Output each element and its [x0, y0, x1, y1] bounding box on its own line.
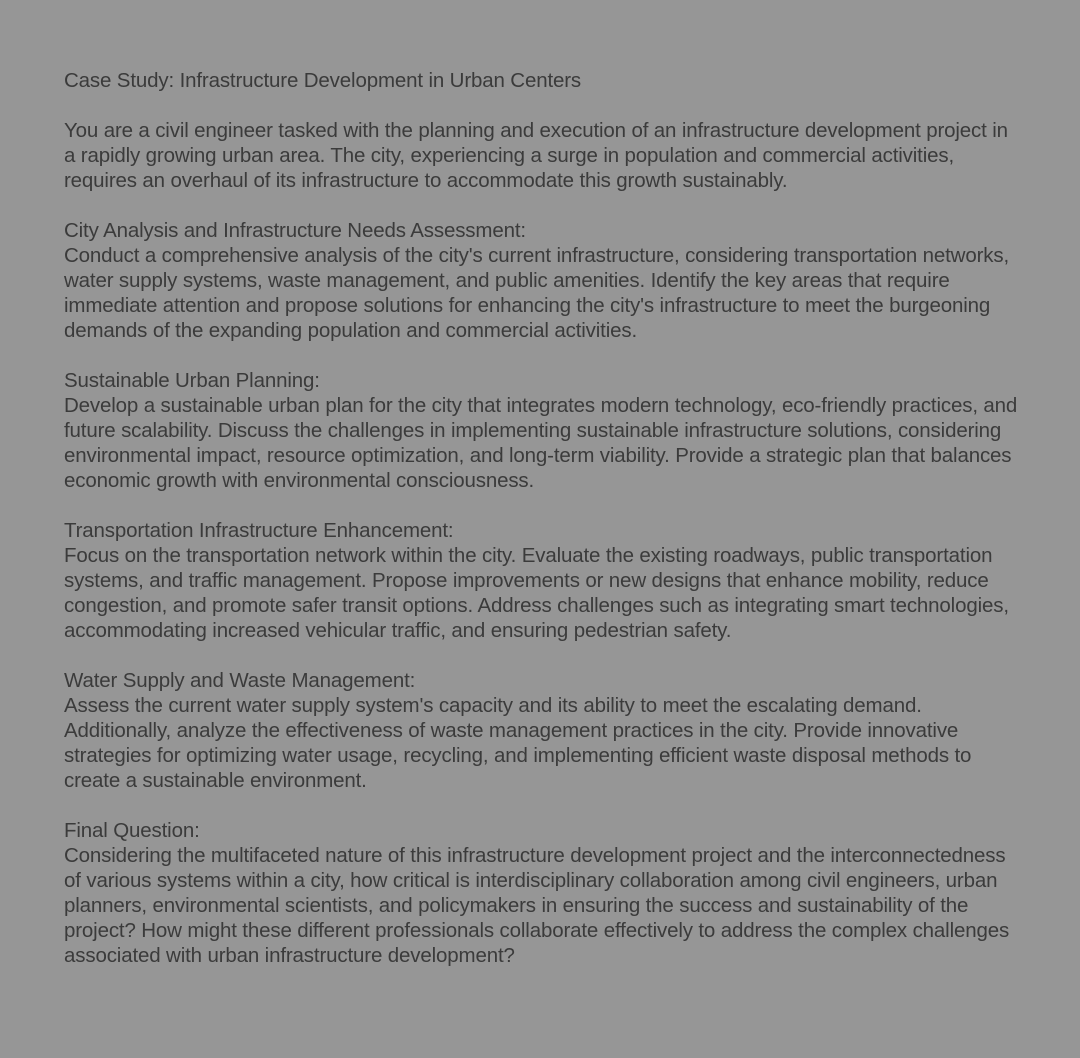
section-body: Focus on the transportation network within the city. Evaluate the existing roadways, public transportation systems, and traffic management. Propose improvements or new designs that enhance mobility, reduce congestion, and promote safer transit options. Address challenges such as integrating smart technologies, accommodating increased vehicular traffic, and ensuring pedestrian safety. — [64, 544, 1009, 642]
section-heading: Transportation Infrastructure Enhancement: — [64, 519, 454, 542]
section-water-waste — [64, 668, 1024, 793]
section-body: Develop a sustainable urban plan for the city that integrates modern technology, eco-friendly practices, and future scalability. Discuss the challenges in implementing sustainable infrastructure solutions, considering environmental impact, resource optimization, and long-term viability. Provide a strategic plan that balances economic growth with environmental consciousness. — [64, 394, 1018, 492]
section-heading: Water Supply and Waste Management: — [64, 669, 416, 692]
section-body: Conduct a comprehensive analysis of the city's current infrastructure, considering transportation networks, water supply systems, waste management, and public amenities. Identify the key areas that require immediate attention and propose solutions for enhancing the city's infrastructure to meet the burgeoning demands of the expanding population and commercial activities. — [64, 244, 1009, 342]
section-final-question — [64, 818, 1024, 968]
section-heading: Final Question: — [64, 819, 200, 842]
section-body: Considering the multifaceted nature of this infrastructure development project and the interconnectedness of various systems within a city, how critical is interdisciplinary collaboration among civil engineers, urban planners, environmental scientists, and policymakers in ensuring the success and sustainability of the project? How might these different professionals collaborate effectively to address the complex challenges associated with urban infrastructure development? — [64, 844, 1010, 967]
section-transportation — [64, 518, 1024, 643]
section-heading: City Analysis and Infrastructure Needs Assessment: — [64, 219, 526, 242]
document-title: Case Study: Infrastructure Development in Urban Centers — [64, 69, 582, 92]
section-heading: Sustainable Urban Planning: — [64, 369, 320, 392]
case-study-document — [64, 68, 1024, 968]
section-sustainable-planning — [64, 368, 1024, 493]
section-city-analysis — [64, 218, 1024, 343]
intro-paragraph: You are a civil engineer tasked with the planning and execution of an infrastructure development project in a rapidly growing urban area. The city, experiencing a surge in population and commercial activities, requires an overhaul of its infrastructure to accommodate this growth sustainably. — [64, 119, 1008, 192]
section-body: Assess the current water supply system's capacity and its ability to meet the escalating demand. Additionally, analyze the effectiveness of waste management practices in the city. Provide innovative strategies for optimizing water usage, recycling, and implementing efficient waste disposal methods to create a sustainable environment. — [64, 694, 972, 792]
